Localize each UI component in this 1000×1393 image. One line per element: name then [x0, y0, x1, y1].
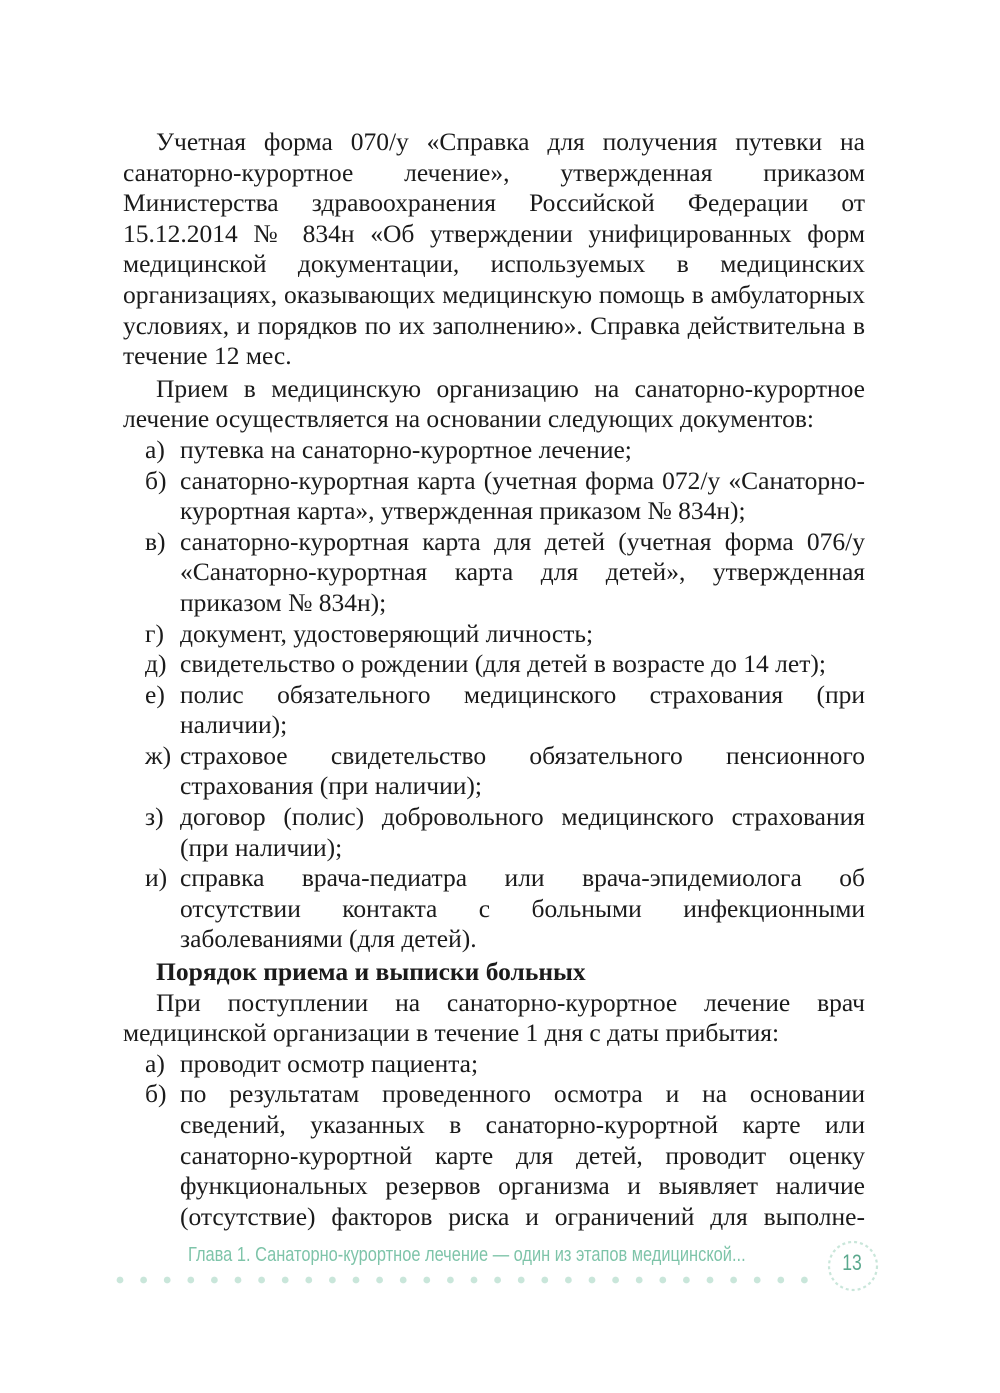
list-item	[123, 435, 865, 466]
paragraph-admission-documents: Прием в медицинскую организацию на санаторно-курортное лечение осуществляется на основании следующих документов:	[123, 373, 865, 434]
list-item-text: путевка на санаторно-курортное лечение;	[180, 434, 632, 464]
list-item-text: санаторно-курортная карта для детей (учетная форма 076/у «Санаторно-курортная карта для детей», утвержденная приказом № 834н);	[180, 526, 865, 617]
list-marker: а)	[145, 1048, 165, 1078]
footer-dot	[801, 1277, 808, 1284]
footer-dot	[447, 1277, 454, 1284]
list-marker: а)	[145, 434, 165, 464]
list-item	[123, 741, 865, 802]
footer-dot	[305, 1277, 312, 1284]
list-marker: б)	[145, 1079, 167, 1109]
footer-dot	[400, 1277, 407, 1284]
footer-dot	[541, 1277, 548, 1284]
footer-dot	[376, 1277, 383, 1284]
footer-dot	[707, 1277, 714, 1284]
list-marker: б)	[145, 465, 167, 495]
footer-dot	[164, 1277, 171, 1284]
list-marker: ж)	[145, 740, 172, 770]
list-marker: з)	[145, 802, 164, 832]
footer-dot	[235, 1277, 242, 1284]
footer-dot	[636, 1277, 643, 1284]
running-footer-title: Глава 1. Санаторно-курортное лечение — один из этапов медицинской...	[188, 1244, 746, 1266]
list-item	[123, 863, 865, 955]
footer-dot	[140, 1277, 147, 1284]
list-item	[123, 802, 865, 863]
list-marker: в)	[145, 526, 166, 556]
footer-dot	[730, 1277, 737, 1284]
footer-dot	[754, 1277, 761, 1284]
list-item-text: договор (полис) добровольного медицинского страхования (при наличии);	[180, 802, 865, 862]
list-item	[123, 680, 865, 741]
list-item-text: страховое свидетельство обязательного пенсионного страхования (при наличии);	[180, 740, 865, 801]
footer-dot	[777, 1277, 784, 1284]
footer-dot	[258, 1277, 265, 1284]
section-heading: Порядок приема и выписки больных	[156, 957, 586, 987]
footer-dot	[329, 1277, 336, 1284]
page-number: 13	[842, 1250, 862, 1275]
footer-dot	[565, 1277, 572, 1284]
list-item-text: по результатам проведенного осмотра и на основании сведений, указанных в санаторно-курортной карте или санаторно-курортной карте для детей, проводит оценку функциональных резервов организма и выявляет наличие (отсутствие) факторов риска и ограничений для выполне-	[180, 1079, 865, 1231]
list-item	[123, 466, 865, 527]
doctor-actions-list	[123, 1049, 865, 1233]
footer-dot	[282, 1277, 289, 1284]
list-item	[123, 619, 865, 650]
footer-dot	[659, 1277, 666, 1284]
list-item	[123, 1049, 865, 1080]
list-item-text: документ, удостоверяющий личность;	[180, 618, 594, 648]
documents-list	[123, 435, 865, 955]
list-item-text: полис обязательного медицинского страхования (при наличии);	[180, 679, 865, 740]
footer-dot	[589, 1277, 596, 1284]
footer-dot	[117, 1277, 124, 1284]
paragraph-arrival: При поступлении на санаторно-курортное лечение врач медицинской организации в течение 1 дня с даты прибытия:	[123, 987, 865, 1048]
list-item-text: свидетельство о рождении (для детей в возрасте до 14 лет);	[180, 649, 826, 679]
list-marker: д)	[145, 649, 167, 679]
list-item	[123, 649, 865, 680]
page-body	[123, 127, 865, 1232]
footer-dot	[683, 1277, 690, 1284]
list-marker: г)	[145, 618, 164, 648]
footer-dot	[612, 1277, 619, 1284]
footer-dot	[211, 1277, 218, 1284]
footer-dots-decoration	[115, 1275, 825, 1285]
footer-dot	[494, 1277, 501, 1284]
footer-dot	[353, 1277, 360, 1284]
list-item	[123, 1079, 865, 1232]
list-marker: и)	[145, 863, 168, 893]
footer-dot	[518, 1277, 525, 1284]
footer-dot	[187, 1277, 194, 1284]
paragraph-form-070: Учетная форма 070/у «Справка для получения путевки на санаторно-курортное лечение», утвержденная приказом Министерства здравоохранения Российской Федерации от 15.12.2014 № 834н «Об утверждении унифицированных форм медицинской документации, используемых в медицинских организациях, оказывающих медицинскую помощь в амбулаторных условиях, и порядков по их заполнению». Справка действительна в течение 12 мес.	[123, 127, 865, 371]
list-item	[123, 527, 865, 619]
list-item-text: санаторно-курортная карта (учетная форма 072/у «Санаторно-курортная карта», утвержденная приказом № 834н);	[180, 465, 865, 526]
footer-dot	[423, 1277, 430, 1284]
list-item-text: проводит осмотр пациента;	[180, 1048, 479, 1078]
footer-dot	[471, 1277, 478, 1284]
list-item-text: справка врача-педиатра или врача-эпидемиолога об отсутствии контакта с больными инфекционными заболеваниями (для детей).	[180, 863, 865, 954]
list-marker: е)	[145, 679, 165, 709]
